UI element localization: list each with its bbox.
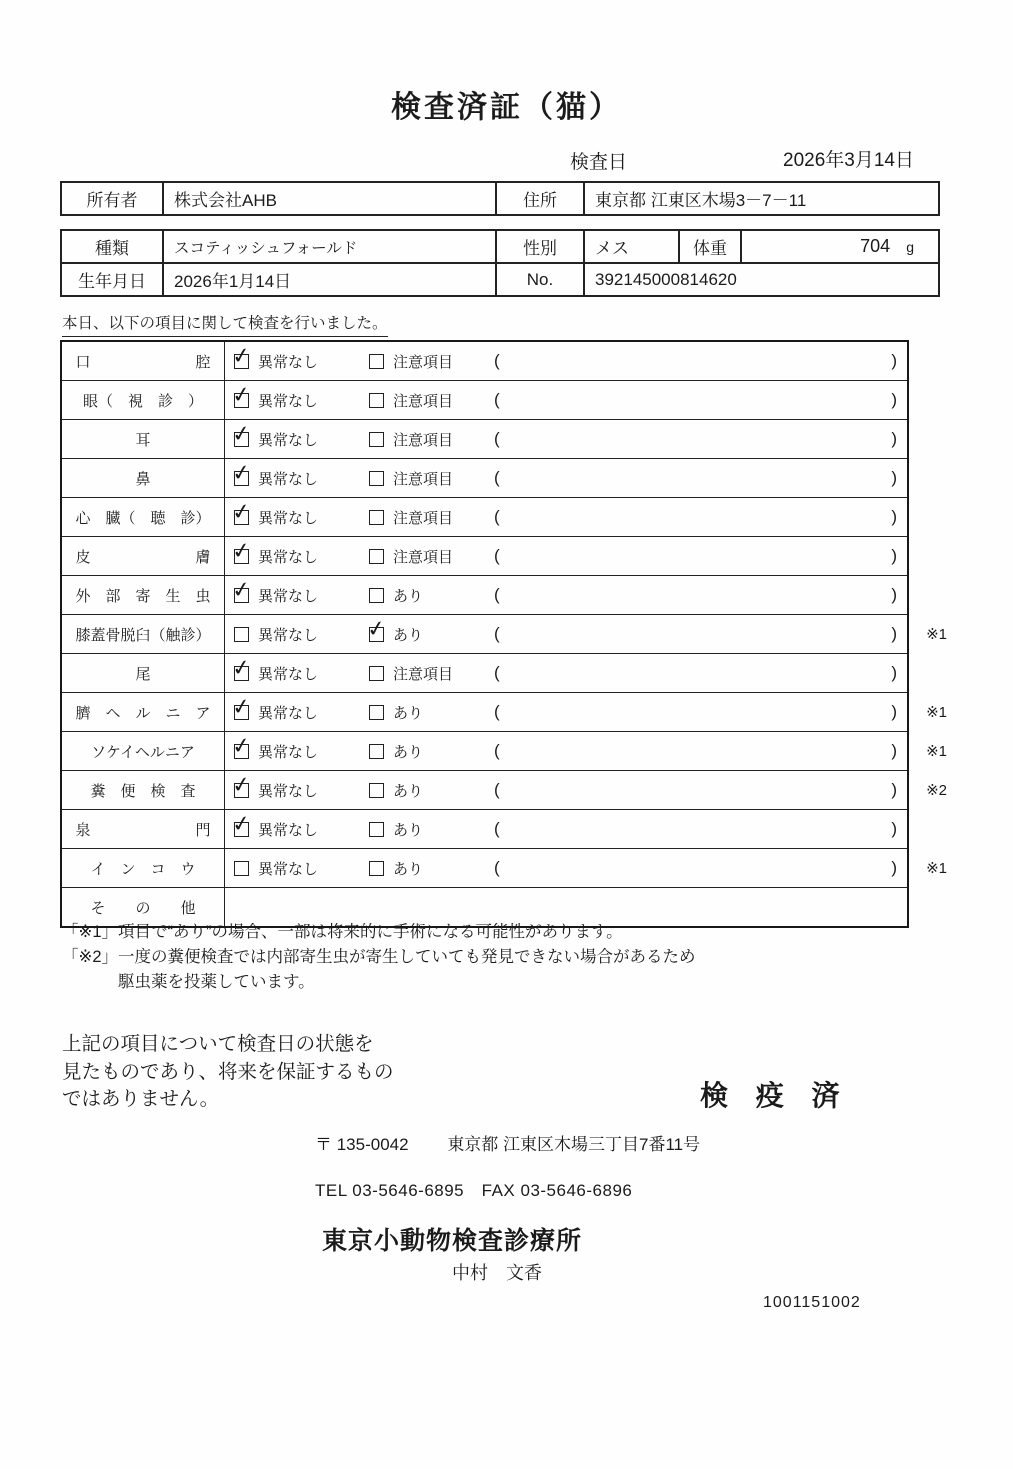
exam-row	[62, 342, 907, 381]
exam-item-label: 尾	[62, 654, 225, 692]
exam-remark-cell	[492, 615, 907, 653]
checkbox-no-abnormality	[234, 822, 249, 837]
exam-remark-cell	[492, 342, 907, 380]
exam-option-label: 異常なし	[258, 470, 319, 488]
exam-option-label: あり	[393, 587, 424, 605]
document-number: 1001151002	[763, 1294, 861, 1311]
footnote-1: 「※1」項目で“あり”の場合、一部は将来的に手術になる可能性があります。	[62, 923, 623, 941]
exam-item-label: 皮 膚	[62, 537, 225, 575]
postal-code: 〒 135-0042	[315, 1135, 409, 1154]
exam-row	[62, 615, 947, 654]
checkbox-no-abnormality	[234, 549, 249, 564]
exam-row	[62, 849, 947, 888]
owner-label: 所有者	[61, 182, 163, 215]
paren-open: (	[494, 507, 500, 526]
paren-close: )	[891, 858, 897, 877]
paren-open: (	[494, 624, 500, 643]
checkbox-flagged	[369, 432, 384, 447]
exam-remark-cell	[492, 849, 907, 887]
postal-address-line	[315, 1130, 700, 1155]
exam-option-cell	[360, 654, 492, 692]
exam-option-cell	[225, 615, 360, 653]
exam-option-label: あり	[393, 626, 424, 644]
exam-option-label: 注意項目	[393, 392, 454, 410]
paren-close: )	[891, 468, 897, 487]
exam-option-cell	[225, 654, 360, 692]
paren-open: (	[494, 351, 500, 370]
exam-row	[62, 498, 907, 537]
checkbox-flagged	[369, 393, 384, 408]
checkbox-flagged	[369, 588, 384, 603]
paren-close: )	[891, 624, 897, 643]
exam-option-label: あり	[393, 860, 424, 878]
address-value: 東京都 江東区木場3－7－11	[584, 182, 939, 215]
paren-open: (	[494, 663, 500, 682]
exam-option-cell	[225, 732, 360, 770]
checkbox-no-abnormality	[234, 666, 249, 681]
weight-label: 体重	[679, 230, 741, 263]
paren-open: (	[494, 741, 500, 760]
exam-option-label: 注意項目	[393, 431, 454, 449]
exam-option-cell	[360, 342, 492, 380]
exam-row	[62, 654, 907, 693]
exam-option-cell	[360, 732, 492, 770]
checkbox-flagged	[369, 627, 384, 642]
exam-remark-cell	[492, 732, 907, 770]
exam-row	[62, 771, 947, 810]
exam-remark-cell	[492, 498, 907, 536]
id-number-value: 392145000814620	[584, 263, 939, 296]
breed-value: スコティッシュフォールド	[163, 230, 496, 263]
footnote-marker: ※1	[926, 860, 947, 877]
checkbox-flagged	[369, 861, 384, 876]
footnote-2-continuation: 駆虫薬を投薬しています。	[118, 973, 315, 991]
breed-label: 種類	[61, 230, 163, 263]
exam-option-label: あり	[393, 743, 424, 761]
paren-close: )	[891, 585, 897, 604]
exam-remark-cell	[492, 537, 907, 575]
exam-option-label: 異常なし	[258, 665, 319, 683]
exam-item-label: イ ン コ ウ	[62, 849, 225, 887]
disclaimer-line-1: 上記の項目について検査日の状態を	[62, 1033, 374, 1055]
paren-close: )	[891, 741, 897, 760]
paren-open: (	[494, 390, 500, 409]
paren-open: (	[494, 702, 500, 721]
exam-item-label: 口 腔	[62, 342, 225, 380]
checkbox-no-abnormality	[234, 354, 249, 369]
exam-remark-cell	[492, 576, 907, 614]
disclaimer-line-2: 見たものであり、将来を保証するもの	[62, 1060, 394, 1083]
checkbox-no-abnormality	[234, 861, 249, 876]
exam-option-label: 異常なし	[258, 743, 319, 761]
checkbox-no-abnormality	[234, 627, 249, 642]
exam-option-label: あり	[393, 704, 424, 722]
exam-remark-cell	[492, 654, 907, 692]
exam-item-label: 膝蓋骨脱臼（触診）	[62, 615, 225, 653]
checkbox-flagged	[369, 354, 384, 369]
exam-option-label: 異常なし	[258, 704, 319, 722]
pet-row-2	[61, 263, 939, 296]
paren-open: (	[494, 858, 500, 877]
exam-option-cell	[225, 849, 360, 887]
exam-option-label: 注意項目	[393, 353, 454, 371]
exam-option-label: 注意項目	[393, 548, 454, 566]
exam-item-label: 外 部 寄 生 虫	[62, 576, 225, 614]
exam-option-label: あり	[393, 782, 424, 800]
exam-remark-cell	[492, 420, 907, 458]
exam-item-label: 泉 門	[62, 810, 225, 848]
footnote-2: 「※2」一度の糞便検査では内部寄生虫が寄生していても発見できない場合があるため	[62, 948, 696, 966]
veterinarian-name: 中村 文香	[452, 1263, 542, 1283]
checkbox-flagged	[369, 510, 384, 525]
exam-item-label: 眼（ 視 診 ）	[62, 381, 225, 419]
quarantine-passed-stamp: 検 疫 済	[700, 1080, 850, 1111]
checkbox-no-abnormality	[234, 393, 249, 408]
clinic-name: 東京小動物検査診療所	[322, 1227, 583, 1255]
exam-option-label: 異常なし	[258, 509, 319, 527]
exam-row	[62, 537, 907, 576]
owner-value: 株式会社AHB	[163, 182, 496, 215]
exam-row	[62, 420, 907, 459]
exam-option-cell	[225, 420, 360, 458]
pet-table	[60, 229, 940, 297]
paren-open: (	[494, 585, 500, 604]
tel-fax-line: TEL 03-5646-6895 FAX 03-5646-6896	[315, 1181, 633, 1200]
exam-remark-cell	[492, 693, 907, 731]
paren-open: (	[494, 429, 500, 448]
exam-option-cell	[360, 420, 492, 458]
exam-option-label: 異常なし	[258, 821, 319, 839]
checkbox-flagged	[369, 666, 384, 681]
exam-option-label: あり	[393, 821, 424, 839]
exam-option-label: 注意項目	[393, 509, 454, 527]
exam-option-cell	[360, 693, 492, 731]
checkbox-no-abnormality	[234, 471, 249, 486]
weight-value-group	[742, 236, 938, 257]
exam-row	[62, 381, 907, 420]
weight-unit: g	[906, 239, 914, 255]
weight-value: 704	[860, 236, 891, 256]
footnote-marker: ※1	[926, 704, 947, 721]
paren-close: )	[891, 429, 897, 448]
exam-option-label: 異常なし	[258, 392, 319, 410]
paren-close: )	[891, 663, 897, 682]
document-title: 検査済証（猫）	[391, 91, 622, 124]
exam-option-cell	[360, 810, 492, 848]
exam-option-cell	[225, 576, 360, 614]
id-number-label: No.	[496, 263, 584, 296]
exam-option-cell	[360, 381, 492, 419]
paren-close: )	[891, 780, 897, 799]
exam-option-label: 異常なし	[258, 626, 319, 644]
owner-row	[61, 182, 939, 215]
exam-option-label: 異常なし	[258, 548, 319, 566]
checkbox-no-abnormality	[234, 783, 249, 798]
checkbox-flagged	[369, 744, 384, 759]
exam-option-label: 異常なし	[258, 431, 319, 449]
paren-close: )	[891, 351, 897, 370]
footnote-marker: ※1	[926, 743, 947, 760]
checkbox-flagged	[369, 471, 384, 486]
exam-row	[62, 459, 907, 498]
exam-option-cell	[225, 459, 360, 497]
checkbox-no-abnormality	[234, 744, 249, 759]
exam-option-label: 注意項目	[393, 470, 454, 488]
exam-row	[62, 693, 947, 732]
exam-option-cell	[360, 498, 492, 536]
exam-option-label: 異常なし	[258, 782, 319, 800]
checkbox-flagged	[369, 549, 384, 564]
paren-close: )	[891, 390, 897, 409]
exam-item-label: 鼻	[62, 459, 225, 497]
exam-remark-cell	[492, 771, 907, 809]
exam-row	[62, 576, 907, 615]
sex-value: メス	[584, 230, 679, 263]
clinic-address: 東京都 江東区木場三丁目7番11号	[447, 1135, 701, 1154]
paren-open: (	[494, 819, 500, 838]
exam-item-label: 臍 ヘ ル ニ ア	[62, 693, 225, 731]
disclaimer	[62, 1031, 394, 1114]
pet-row-1	[61, 230, 939, 263]
exam-option-label: 注意項目	[393, 665, 454, 683]
checkbox-flagged	[369, 822, 384, 837]
checkbox-flagged	[369, 705, 384, 720]
exam-option-label: 異常なし	[258, 353, 319, 371]
checkbox-flagged	[369, 783, 384, 798]
exam-remark-cell	[492, 381, 907, 419]
birthdate-value: 2026年1月14日	[163, 263, 496, 296]
checkbox-no-abnormality	[234, 432, 249, 447]
exam-item-label: 心 臓（ 聴 診）	[62, 498, 225, 536]
paren-open: (	[494, 468, 500, 487]
exam-item-label: そ の 他	[62, 888, 225, 926]
owner-table	[60, 181, 940, 216]
exam-option-cell	[360, 849, 492, 887]
disclaimer-line-3: ではありません。	[62, 1088, 220, 1110]
exam-item-label: 耳	[62, 420, 225, 458]
exam-option-cell	[360, 771, 492, 809]
checkbox-no-abnormality	[234, 705, 249, 720]
exam-option-label: 異常なし	[258, 587, 319, 605]
exam-option-cell	[225, 342, 360, 380]
exam-table	[60, 340, 947, 928]
exam-option-cell	[225, 771, 360, 809]
paren-close: )	[891, 546, 897, 565]
checkbox-no-abnormality	[234, 588, 249, 603]
footnote-marker: ※2	[926, 782, 947, 799]
exam-option-cell	[360, 615, 492, 653]
exam-item-label: ソケイヘルニア	[62, 732, 225, 770]
inspection-date-label: 検査日	[570, 152, 628, 173]
paren-close: )	[891, 819, 897, 838]
exam-option-cell	[225, 381, 360, 419]
intro-text: 本日、以下の項目に関して検査を行いました。	[62, 311, 388, 337]
paren-close: )	[891, 507, 897, 526]
inspection-date-value: 2026年3月14日	[783, 150, 914, 171]
exam-option-cell	[225, 693, 360, 731]
exam-option-cell	[225, 498, 360, 536]
exam-option-label: 異常なし	[258, 860, 319, 878]
paren-open: (	[494, 546, 500, 565]
paren-close: )	[891, 702, 897, 721]
exam-remark-cell	[492, 810, 907, 848]
exam-remark-cell	[492, 459, 907, 497]
checkbox-no-abnormality	[234, 510, 249, 525]
weight-value-cell	[741, 230, 939, 263]
exam-row	[62, 732, 947, 771]
exam-option-cell	[360, 459, 492, 497]
footnotes	[62, 920, 696, 995]
sex-label: 性別	[496, 230, 584, 263]
exam-option-cell	[360, 537, 492, 575]
exam-option-cell	[225, 537, 360, 575]
exam-option-cell	[225, 810, 360, 848]
paren-open: (	[494, 780, 500, 799]
exam-row	[62, 810, 907, 849]
footnote-marker: ※1	[926, 626, 947, 643]
address-label: 住所	[496, 182, 584, 215]
exam-item-label: 糞 便 検 査	[62, 771, 225, 809]
birthdate-label: 生年月日	[61, 263, 163, 296]
exam-option-cell	[360, 576, 492, 614]
